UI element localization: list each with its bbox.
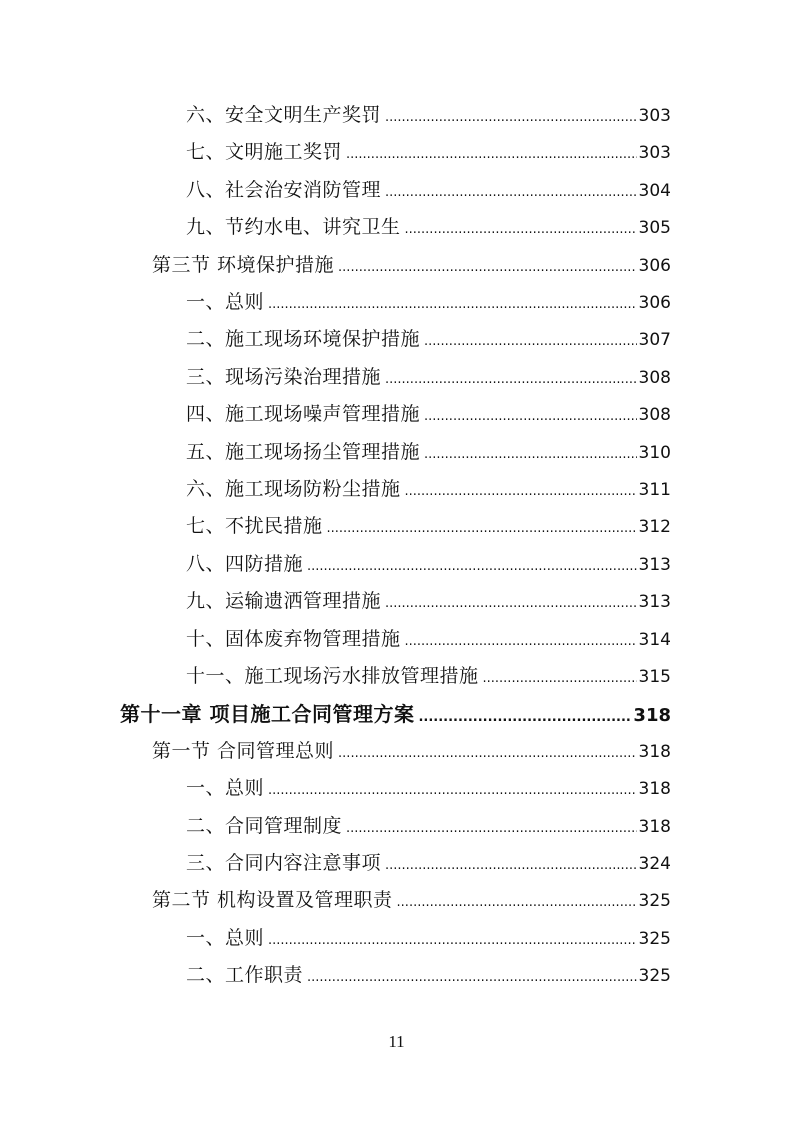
dot-leader <box>405 634 637 649</box>
toc-entry-page: 306 <box>638 256 671 276</box>
toc-chapter-entry[interactable] <box>120 698 671 728</box>
toc-entry-title: 七、不扰民措施 <box>186 515 323 537</box>
toc-entry-page: 325 <box>638 929 671 949</box>
toc-entry[interactable] <box>186 773 671 803</box>
toc-entry-title: 第二节 机构设置及管理职责 <box>152 889 393 911</box>
toc-entry-title: 三、现场污染治理措施 <box>186 366 382 388</box>
toc-entry-title: 六、施工现场防粉尘措施 <box>186 478 401 500</box>
toc-entry-page: 324 <box>638 854 671 874</box>
toc-entry-page: 318 <box>638 817 671 837</box>
dot-leader <box>424 447 637 462</box>
toc-entry-page: 325 <box>638 891 671 911</box>
toc-entry[interactable] <box>186 848 671 878</box>
dot-leader <box>385 372 637 387</box>
toc-entry-page: 315 <box>638 667 671 687</box>
toc-entry-page: 306 <box>638 293 671 313</box>
dot-leader <box>397 895 637 910</box>
toc-section-entry[interactable] <box>152 736 671 766</box>
toc-entry[interactable] <box>186 362 671 392</box>
toc-entry[interactable] <box>186 474 671 504</box>
toc-entry-title: 十、固体废弃物管理措施 <box>186 628 401 650</box>
toc-entry-title: 一、总则 <box>186 777 265 799</box>
dot-leader <box>424 409 637 424</box>
toc-entry[interactable] <box>186 324 671 354</box>
toc-section-entry[interactable] <box>152 250 671 280</box>
dot-leader <box>385 110 637 125</box>
toc-entry-title: 二、合同管理制度 <box>186 815 343 837</box>
dot-leader <box>418 710 631 725</box>
toc-entry[interactable] <box>186 811 671 841</box>
dot-leader <box>385 858 637 873</box>
dot-leader <box>346 147 637 162</box>
toc-entry[interactable] <box>186 960 671 990</box>
toc-entry-page: 314 <box>638 630 671 650</box>
toc-entry-title: 一、总则 <box>186 927 265 949</box>
toc-entry-page: 318 <box>638 779 671 799</box>
dot-leader <box>346 821 637 836</box>
dot-leader <box>424 334 637 349</box>
dot-leader <box>385 596 637 611</box>
dot-leader <box>405 222 637 237</box>
toc-entry-title: 九、运输遗洒管理措施 <box>186 590 382 612</box>
toc-entry-page: 308 <box>638 405 671 425</box>
toc-entry-title: 一、总则 <box>186 291 265 313</box>
toc-entry[interactable] <box>186 624 671 654</box>
toc-entry[interactable] <box>186 511 671 541</box>
toc-entry[interactable] <box>186 100 671 130</box>
toc-entry-page: 313 <box>638 592 671 612</box>
toc-entry[interactable] <box>186 549 671 579</box>
dot-leader <box>338 746 637 761</box>
toc-entry-title: 九、节约水电、讲究卫生 <box>186 216 401 238</box>
toc-entry-title: 十一、施工现场污水排放管理措施 <box>186 665 479 687</box>
dot-leader <box>327 521 637 536</box>
toc-entry-page: 303 <box>638 143 671 163</box>
toc-entry[interactable] <box>186 923 671 953</box>
dot-leader <box>338 260 637 275</box>
toc-entry-page: 305 <box>638 218 671 238</box>
toc-entry-page: 304 <box>638 181 671 201</box>
dot-leader <box>268 783 637 798</box>
toc-entry-page: 318 <box>638 742 671 762</box>
toc-entry-title: 二、工作职责 <box>186 964 304 986</box>
toc-entry-page: 307 <box>638 330 671 350</box>
toc-entry-title: 四、施工现场噪声管理措施 <box>186 403 421 425</box>
dot-leader <box>385 185 637 200</box>
dot-leader <box>268 297 637 312</box>
toc-entry-title: 五、施工现场扬尘管理措施 <box>186 441 421 463</box>
dot-leader <box>483 671 637 686</box>
toc-entry-page: 313 <box>638 555 671 575</box>
toc-entry[interactable] <box>186 137 671 167</box>
toc-entry-title: 第一节 合同管理总则 <box>152 740 335 762</box>
toc-entry-page: 308 <box>638 368 671 388</box>
dot-leader <box>307 970 637 985</box>
toc-entry-title: 六、安全文明生产奖罚 <box>186 104 382 126</box>
toc-entry-title: 三、合同内容注意事项 <box>186 852 382 874</box>
toc-entry[interactable] <box>186 661 671 691</box>
toc-entry-title: 八、社会治安消防管理 <box>186 179 382 201</box>
dot-leader <box>405 484 637 499</box>
toc-entry-page: 311 <box>638 480 671 500</box>
toc-entry-title: 第三节 环境保护措施 <box>152 254 335 276</box>
toc-entry-page: 310 <box>638 443 671 463</box>
toc-entry-title: 八、四防措施 <box>186 553 304 575</box>
toc-entry-title: 二、施工现场环境保护措施 <box>186 328 421 350</box>
toc-entry[interactable] <box>186 437 671 467</box>
toc-entry[interactable] <box>186 175 671 205</box>
dot-leader <box>307 559 637 574</box>
toc-entry-page: 318 <box>633 705 671 726</box>
toc-section-entry[interactable] <box>152 885 671 915</box>
toc-entry[interactable] <box>186 586 671 616</box>
toc-entry[interactable] <box>186 287 671 317</box>
toc-entry-page: 303 <box>638 106 671 126</box>
toc-entry[interactable] <box>186 212 671 242</box>
toc-entry-title: 七、文明施工奖罚 <box>186 141 343 163</box>
toc-entry[interactable] <box>186 399 671 429</box>
toc-entry-page: 312 <box>638 517 671 537</box>
toc-entry-page: 325 <box>638 966 671 986</box>
page-number: 11 <box>388 1032 405 1051</box>
toc-entry-title: 第十一章 项目施工合同管理方案 <box>120 702 415 726</box>
dot-leader <box>268 933 637 948</box>
